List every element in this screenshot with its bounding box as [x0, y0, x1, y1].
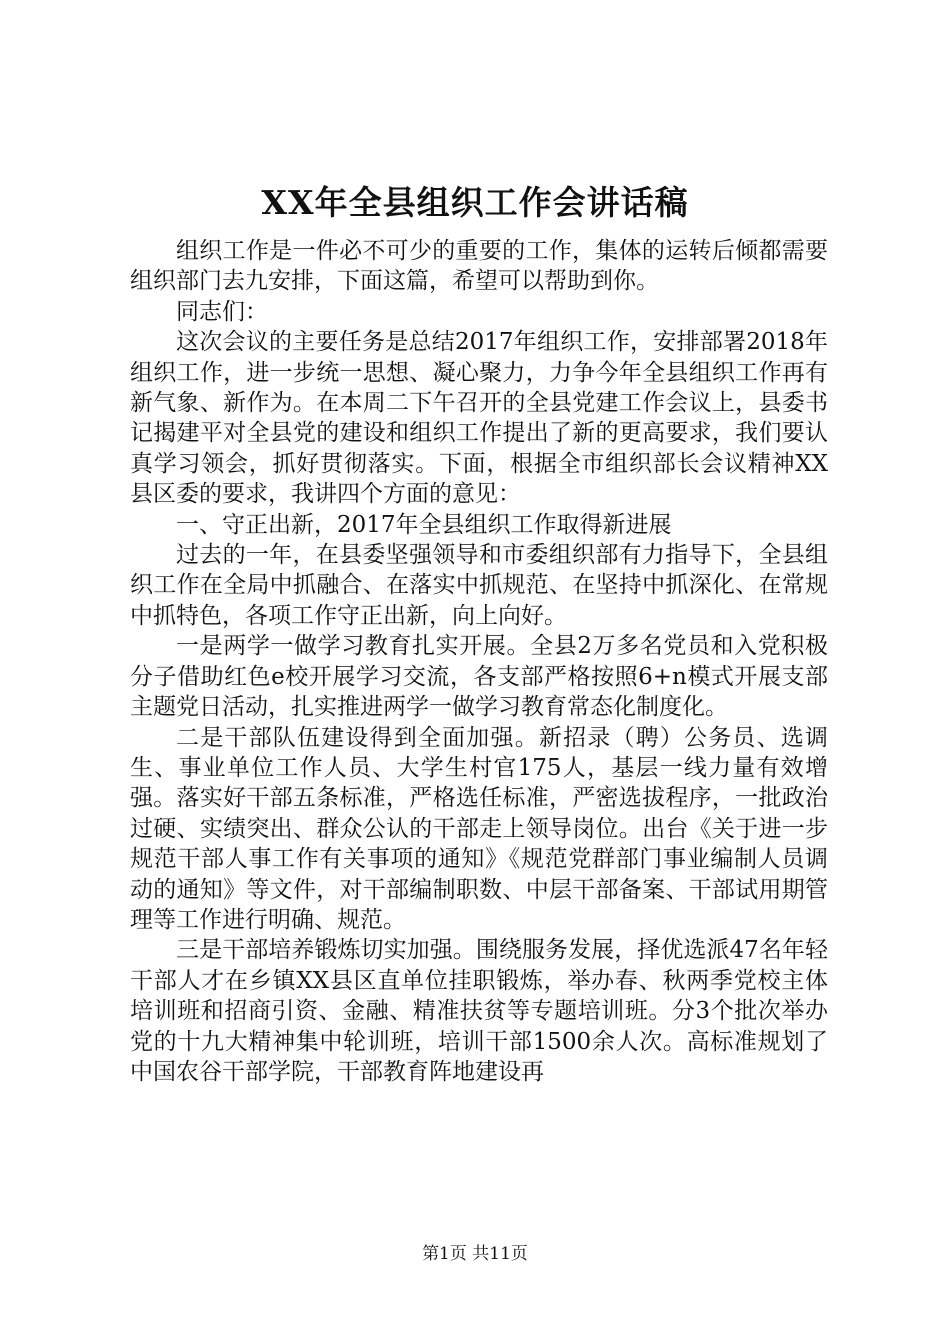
paragraph: 组织工作是一件必不可少的重要的工作，集体的运转后倾都需要组织部门去九安排，下面这篇，希望可以帮助到你。	[130, 238, 828, 295]
paragraph: 三是干部培养锻炼切实加强。围绕服务发展，择优选派47名年轻干部人才在乡镇XX县区直单位挂职锻炼，举办春、秋两季党校主体培训班和招商引资、金融、精准扶贫等专题培训班。分3个批次举办党的十九大精神集中轮训班，培训干部1500余人次。高标准规划了中国农谷干部学院，干部教育阵地建设再	[130, 937, 828, 1085]
document-title: XX年全县组织工作会讲话稿	[261, 183, 689, 222]
page-number-footer: 第1页 共11页	[422, 1244, 528, 1264]
paragraph: 一、守正出新，2017年全县组织工作取得新进展	[176, 511, 672, 538]
paragraph: 二是干部队伍建设得到全面加强。新招录（聘）公务员、选调生、事业单位工作人员、大学生村官175人，基层一线力量有效增强。落实好干部五条标准，严格选任标准，严密选拔程序，一批政治过硬、实绩突出、群众公认的干部走上领导岗位。出台《关于进一步规范干部人事工作有关事项的通知》《规范党群部门事业编制人员调动的通知》等文件，对干部编制职数、中层干部备案、干部试用期管理等工作进行明确、规范。	[130, 724, 828, 933]
paragraph: 一是两学一做学习教育扎实开展。全县2万多名党员和入党积极分子借助红色e校开展学习交流，各支部严格按照6+n模式开展支部主题党日活动，扎实推进两学一做学习教育常态化制度化。	[130, 633, 828, 721]
paragraph: 同志们：	[176, 298, 268, 325]
document-body	[130, 236, 828, 1087]
paragraph: 过去的一年，在县委坚强领导和市委组织部有力指导下，全县组织工作在全局中抓融合、在落实中抓规范、在坚持中抓深化、在常规中抓特色，各项工作守正出新，向上向好。	[130, 542, 828, 629]
paragraph: 这次会议的主要任务是总结2017年组织工作，安排部署2018年组织工作，进一步统一思想、凝心聚力，力争今年全县组织工作再有新气象、新作为。在本周二下午召开的全县党建工作会议上，县委书记揭建平对全县党的建设和组织工作提出了新的更高要求，我们要认真学习领会，抓好贯彻落实。下面，根据全市组织部长会议精神XX县区委的要求，我讲四个方面的意见：	[130, 329, 828, 508]
